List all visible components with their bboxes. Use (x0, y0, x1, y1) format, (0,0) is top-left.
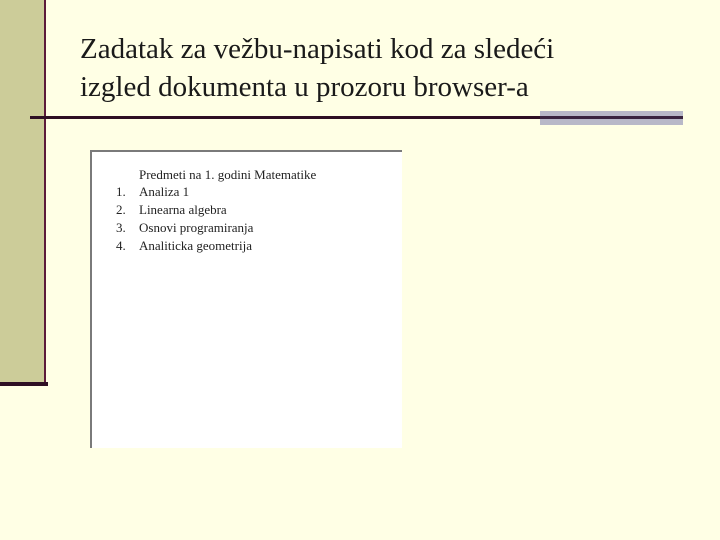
list-item-number: 4. (116, 238, 126, 253)
title-divider (30, 116, 540, 119)
slide-title (80, 30, 700, 106)
slide-title-line-1: Zadatak za vežbu-napisati kod za sledeći (80, 33, 555, 65)
browser-window-screenshot (90, 150, 402, 448)
list-item-text: Linearna algebra (139, 202, 227, 217)
list-item-text: Analiza 1 (139, 184, 190, 199)
left-decorative-bar (0, 0, 46, 382)
list-item-number: 1. (116, 184, 126, 199)
list-item-text: Analiticka geometrija (139, 238, 252, 253)
list-item-number: 2. (116, 202, 126, 217)
list-item-text: Osnovi programiranja (139, 220, 254, 235)
slide-title-line-2: izgled dokumenta u prozoru browser-a (80, 71, 529, 103)
left-bar-base-line (0, 382, 48, 386)
divider-accent-line (540, 116, 683, 119)
list-item-number: 3. (116, 220, 126, 235)
page-heading: Predmeti na 1. godini Matematike (139, 167, 317, 182)
